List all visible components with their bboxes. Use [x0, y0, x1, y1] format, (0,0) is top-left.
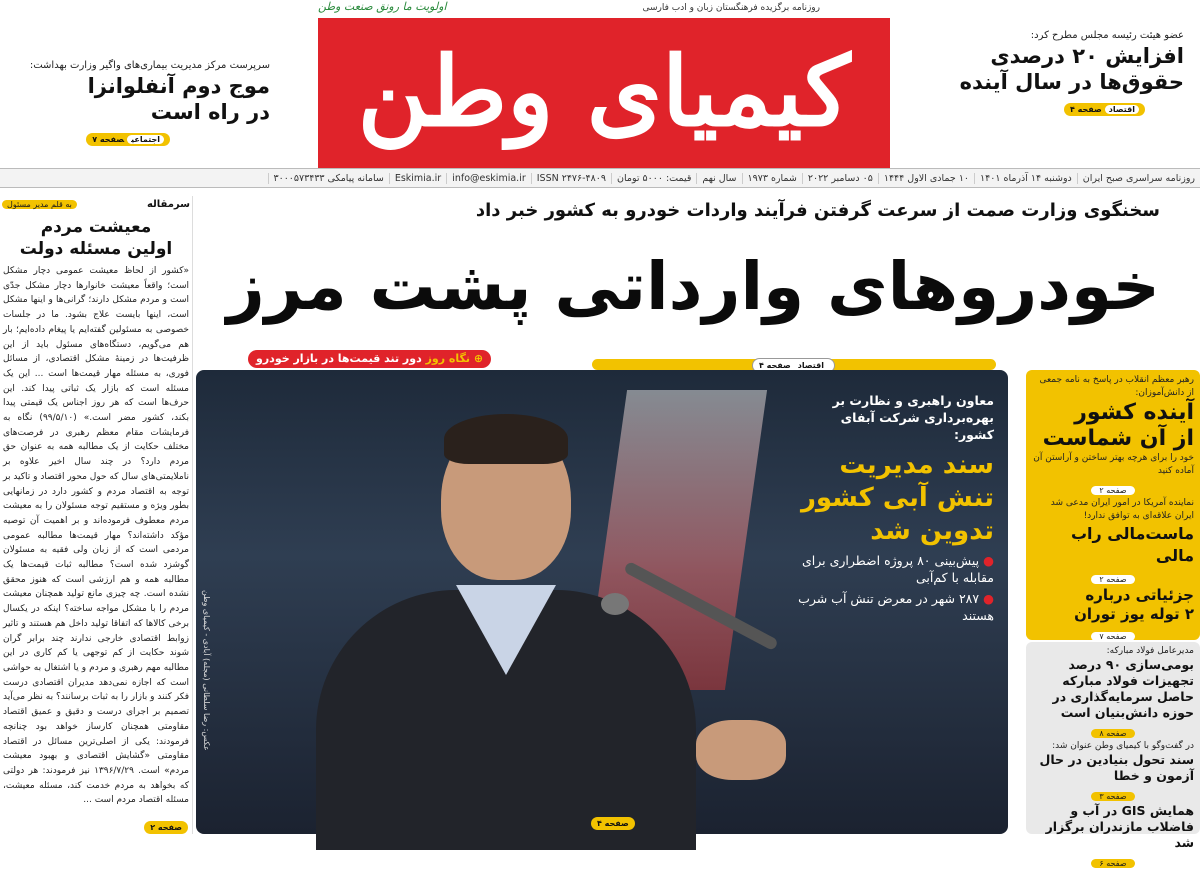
photo-story-bullet	[798, 552, 994, 586]
info-item: Eskimia.ir	[389, 173, 446, 184]
info-item: شماره ۱۹۷۳	[742, 173, 802, 184]
info-item: info@eskimia.ir	[446, 173, 531, 184]
right-bottom-title2: سند تحول بنیادین در حال آزمون و خطا	[1039, 752, 1194, 783]
editorial-tag: سرمقاله	[146, 198, 190, 210]
editorial-title	[0, 216, 192, 260]
photo-page-pill-wrap	[591, 811, 635, 830]
teaser-title-line2: در راه است	[150, 100, 270, 124]
right-bottom-title3: همایش GIS در آب و فاضلاب مازندران برگزار شد	[1045, 803, 1194, 850]
masthead-motto: اولویت ما رونق صنعت وطن	[318, 0, 447, 13]
info-item: دوشنبه ۱۴ آذرماه ۱۴۰۱	[974, 173, 1077, 184]
headline-page-bar	[592, 359, 996, 370]
speaker-hair	[444, 414, 568, 464]
teaser-page-pill	[86, 133, 170, 146]
bullet-icon: ●	[979, 591, 994, 606]
note-text: دور تند قیمت‌ها در بازار خودرو	[256, 352, 422, 365]
speaker-figure	[266, 400, 686, 840]
teaser-section: اجتماعی	[127, 135, 164, 144]
info-item: روزنامه سراسری صبح ایران	[1077, 173, 1200, 184]
right-page1: صفحه ۲	[1091, 486, 1134, 495]
teaser-title-line1: موج دوم آنفلوانزا	[87, 74, 270, 98]
right-bottom-page3: صفحه ۶	[1091, 859, 1134, 868]
teaser-title-line2: حقوق‌ها در سال آینده	[959, 70, 1184, 94]
editorial-byline: به قلم مدیر مسئول	[2, 200, 77, 209]
right-bottom-kicker1: مدیرعامل فولاد مبارکه:	[1106, 646, 1194, 656]
right-quote1: خود را برای هرچه بهتر ساختن و آراستن آن آماده کنید	[1033, 453, 1194, 476]
note-label-text: نگاه روز	[425, 352, 471, 365]
info-item: ۰۵ دسامبر ۲۰۲۲	[802, 173, 878, 184]
bullet-icon: ●	[979, 553, 994, 568]
note-label: ⊕ نگاه روز	[425, 352, 484, 365]
masthead-logo: کیمیای وطن	[357, 35, 851, 148]
right-top-box[interactable]	[1026, 370, 1200, 640]
right-bottom-page1: صفحه ۸	[1091, 729, 1134, 738]
photo-credit: عکس: رضا سلطانی (مجله) آبادی - کیمیای وطن	[202, 590, 211, 751]
editorial-title-line2: اولین مسئله دولت	[19, 239, 173, 259]
right-bottom-page2: صفحه ۳	[1091, 792, 1134, 801]
teaser-title-line1: افزایش ۲۰ درصدی	[990, 44, 1184, 68]
teaser-kicker: عضو هیئت رئیسه مجلس مطرح کرد:	[1030, 30, 1184, 41]
editorial-page-pill: صفحه ۲	[144, 821, 188, 834]
right-kicker1: رهبر معظم انقلاب در پاسخ به نامه جمعی از دانش‌آموزان:	[1039, 375, 1194, 398]
teaser-page: صفحه ۷	[92, 135, 125, 144]
photo-story-kicker: معاون راهبری و نظارت بر بهره‌برداری شرکت آبفای کشور:	[832, 393, 994, 442]
info-item: ۱۰ جمادی الاول ۱۴۴۴	[878, 173, 974, 184]
info-item: سامانه پیامکی ۳۰۰۰۵۷۳۴۳۳	[268, 173, 389, 184]
issue-info-strip	[0, 168, 1200, 188]
right-title3-line2: ۲ توله یوز توران	[1074, 605, 1194, 623]
photo-story-bullet1: پیش‌بینی ۸۰ پروژه اضطراری برای مقابله با کم‌آبی	[801, 553, 994, 585]
right-title1-line2: از آن شماست	[1042, 426, 1194, 451]
right-bottom-title1: بومی‌سازی ۹۰ درصد تجهیزات فولاد مبارکه حاصل سرمایه‌گذاری در حوزه دانش‌بنیان است	[1052, 657, 1194, 720]
speaker-hand	[696, 720, 786, 780]
note-of-the-day-bar[interactable]	[248, 350, 491, 368]
teaser-kicker: سرپرست مرکز مدیریت بیماری‌های واگیر وزارت بهداشت:	[29, 60, 270, 71]
main-headline[interactable]: خودروهای وارداتی پشت مرز	[226, 248, 1160, 325]
teaser-page: صفحه ۴	[1070, 105, 1102, 114]
photo-story-title: سند مدیریت تنش آبی کشور تدوین شد	[800, 450, 994, 546]
photo-story[interactable]	[798, 392, 994, 624]
info-item: قیمت: ۵۰۰۰ تومان	[611, 173, 696, 184]
right-kicker2: نماینده آمریکا در امور ایران مدعی شد ایران علاقه‌ای به توافق ندارد!	[1050, 498, 1194, 521]
headline-subhead: سخنگوی وزارت صمت از سرعت گرفتن فرآیند واردات خودرو به کشور خبر داد	[475, 200, 1160, 221]
right-title2: ماست‌مالی راب مالی	[1070, 524, 1194, 565]
editorial-tag-row	[0, 196, 192, 212]
right-title3-line1: جزئیاتی درباره	[1085, 586, 1194, 604]
teaser-section: اقتصاد	[1105, 105, 1139, 114]
info-item: سال نهم	[696, 173, 741, 184]
info-item: ISSN ۲۴۷۶-۴۸۰۹	[531, 173, 611, 184]
editorial-column[interactable]	[0, 196, 193, 834]
headline-page: صفحه ۴	[759, 361, 791, 370]
photo-page-pill: صفحه ۴	[591, 817, 635, 830]
top-left-teaser[interactable]	[10, 58, 270, 146]
masthead-logo-block	[318, 18, 890, 168]
editorial-title-line1: معیشت مردم	[40, 217, 152, 237]
photo-story-bullet	[798, 590, 994, 624]
top-right-teaser[interactable]	[944, 28, 1184, 116]
teaser-page-pill	[1064, 103, 1145, 116]
masthead-subtitle: روزنامه برگزیده فرهنگستان زبان و ادب فارسی	[642, 3, 820, 13]
masthead-tagline-strip	[318, 0, 890, 18]
right-column	[1026, 370, 1200, 868]
headline-section: اقتصاد	[794, 361, 828, 370]
right-bottom-kicker2: در گفت‌وگو با کیمیای وطن عنوان شد:	[1052, 741, 1194, 751]
right-page3: صفحه ۷	[1091, 632, 1134, 641]
microphone-icon	[601, 593, 629, 615]
right-title1-line1: آینده کشور	[1074, 400, 1194, 425]
right-bottom-box[interactable]	[1026, 642, 1200, 868]
photo-story-bullet2: ۲۸۷ شهر در معرض تنش آب شرب هستند	[798, 591, 994, 623]
editorial-body: «کشور از لحاظ معیشت عمومی دچار مشکل است؛ واقعاً معیشت خانوارها دچار مشکل جدّی است و مردم مشکل دارند؛ گرانی‌ها و اینها مشکل است، اینها بایست علاج بشود. ما در جلسات خصوصی به مسئولین گفته‌ایم یا پیغام داده‌ایم؛ بار هم می‌گویم، دستگاه‌های مسئول باید از این ظرفیت‌ها در زمینهٔ مشکل اقتصادی، از مسائل فوری، به مسئله مهار قیمت‌ها است ... این یک مسئله است که بازار یک ثباتی پیدا کند. این حرف‌ها است که هر روز اجناس یک قیمتی پیدا بکند، کشور مضر است.» (۹۹/۵/۱۰) نگاه به فرمایشات مقام معظم رهبری در فرصت‌های مختلف حکایت از یک مطالبه همه به عنوان حق مردم دارد؟ در چند سال اخیر علاوه بر ناملایمتی‌های سال که حول محور اقتصاد و تاکید بر توجه به اقتصاد مردم و کشور دارد در زمانهایی بطور ویژه و مستقیم توجه مسئولان را به معیشت مردم معطوف فرموده‌اند و بر اهمیت آن توصیه مؤکد داشته‌اند؟ مهار قیمت‌ها مطالبه عمومی مردمی است که از زبان ولی فقیه به مسئولان گوشزد شده است؟ مطالبه ثبات قیمت‌ها یک مطالبه همه و هم ارزشی است که هنوز محقق نشده است. چه چیزی مانع تولید همچنان معیشت مردم را با مشکل مواجه ساخته؟ اینکه در یکسال برخی کالاها که اتفاقا تولید داخل هم هستند و تاثیر زوابط اقتصادی خارجی ندارند چند برابر گران شوند حکایت از کم توجهی یا کم کاری در این مطالبه مهم رهبری و مردم و یا اشتغال به حواشی است که اجازه نمی‌دهد مدیران اقتصادی درست فکر کنند و بازار را به ثبات برسانند؟ به نظر می‌آید تصمیم بر اجرای درست و دقیق و عمیق اقتصاد مقاومتی همچنان کارساز خواهد بود چنانچه فرمودند: یکی از اصلی‌ترین مسائل در اقتصاد مقاومتی «گشایش اقتصادی و بهبود معیشت مردم» است. ۱۳۹۶/۷/۲۹ نیز فرمودند: هر دولتی که بخواهد به مردم خدمت کند، مسئله معیشت، مسئله اقتصاد مردم است ...	[3, 266, 190, 806]
right-page2: صفحه ۲	[1091, 575, 1134, 584]
lead-photo[interactable]	[196, 370, 1008, 834]
